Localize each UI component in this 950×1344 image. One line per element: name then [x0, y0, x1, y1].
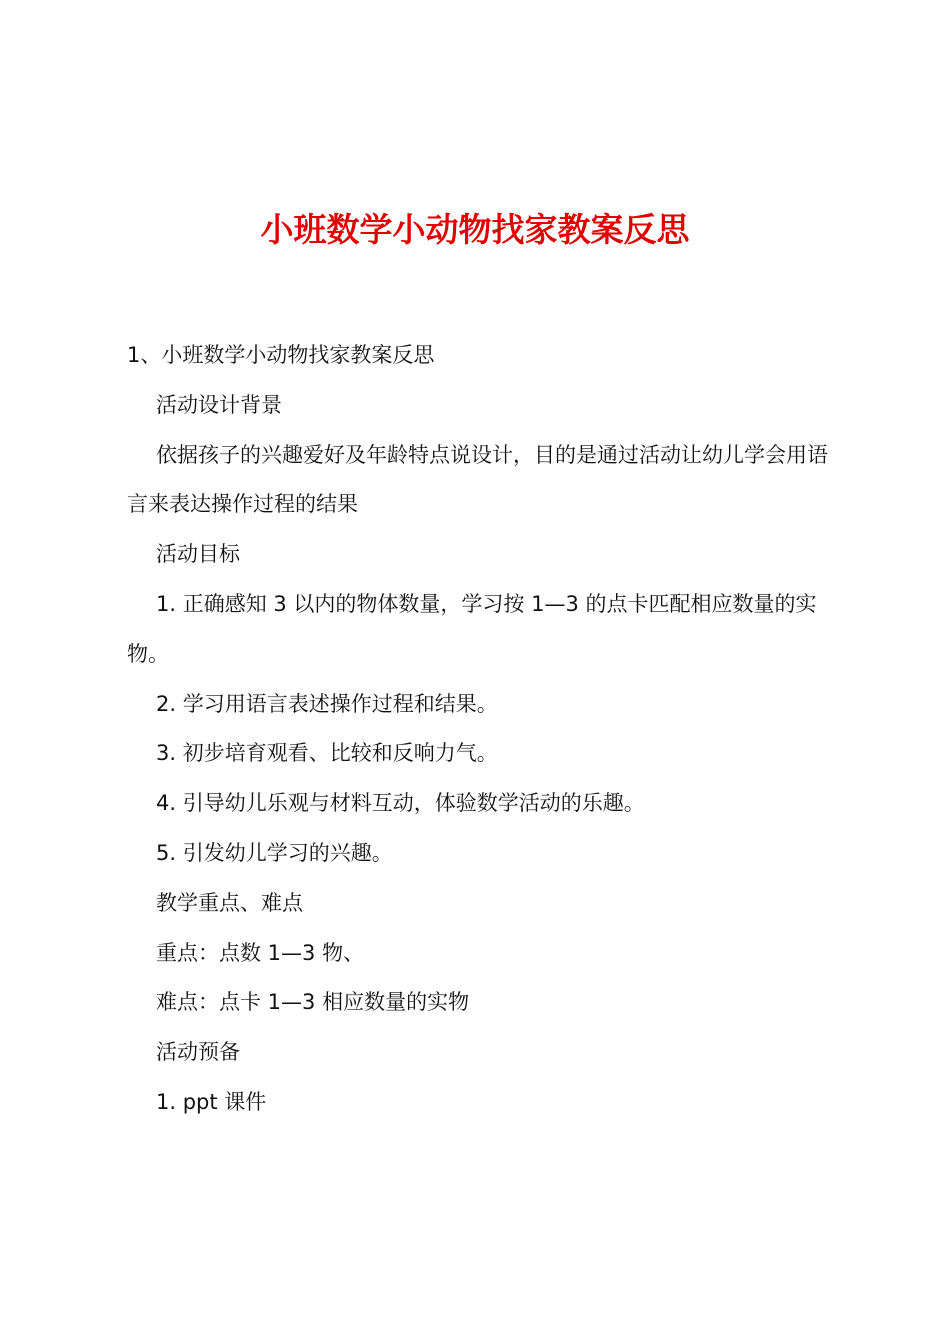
document-body	[127, 331, 837, 1128]
objective-item-5: 5. 引发幼儿学习的兴趣。	[156, 840, 393, 865]
section-heading: 1、小班数学小动物找家教案反思	[127, 343, 435, 367]
objective-item-3: 3. 初步培育观看、比较和反响力气。	[156, 741, 498, 766]
objective-item-1: 1. 正确感知 3 以内的物体数量，学习按 1—3 的点卡匹配相应数量的实物。	[127, 591, 817, 666]
difficult-point: 难点：点卡 1—3 相应数量的实物	[156, 990, 470, 1015]
document-title: 小班数学小动物找家教案反思	[260, 210, 690, 249]
key-point: 重点：点数 1—3 物、	[156, 940, 365, 965]
preparation-item-1: 1. ppt 课件	[156, 1089, 267, 1114]
objective-item-2: 2. 学习用语言表述操作过程和结果。	[156, 691, 498, 716]
subheading-objectives: 活动目标	[156, 542, 240, 567]
subheading-preparation: 活动预备	[156, 1040, 240, 1065]
paragraph-design-background: 依据孩子的兴趣爱好及年龄特点说设计，目的是通过活动让幼儿学会用语言来表达操作过程的结果	[127, 442, 828, 517]
subheading-key-points: 教学重点、难点	[156, 890, 303, 915]
subheading-design-background: 活动设计背景	[156, 392, 282, 417]
objective-item-4: 4. 引导幼儿乐观与材料互动，体验数学活动的乐趣。	[156, 791, 645, 816]
